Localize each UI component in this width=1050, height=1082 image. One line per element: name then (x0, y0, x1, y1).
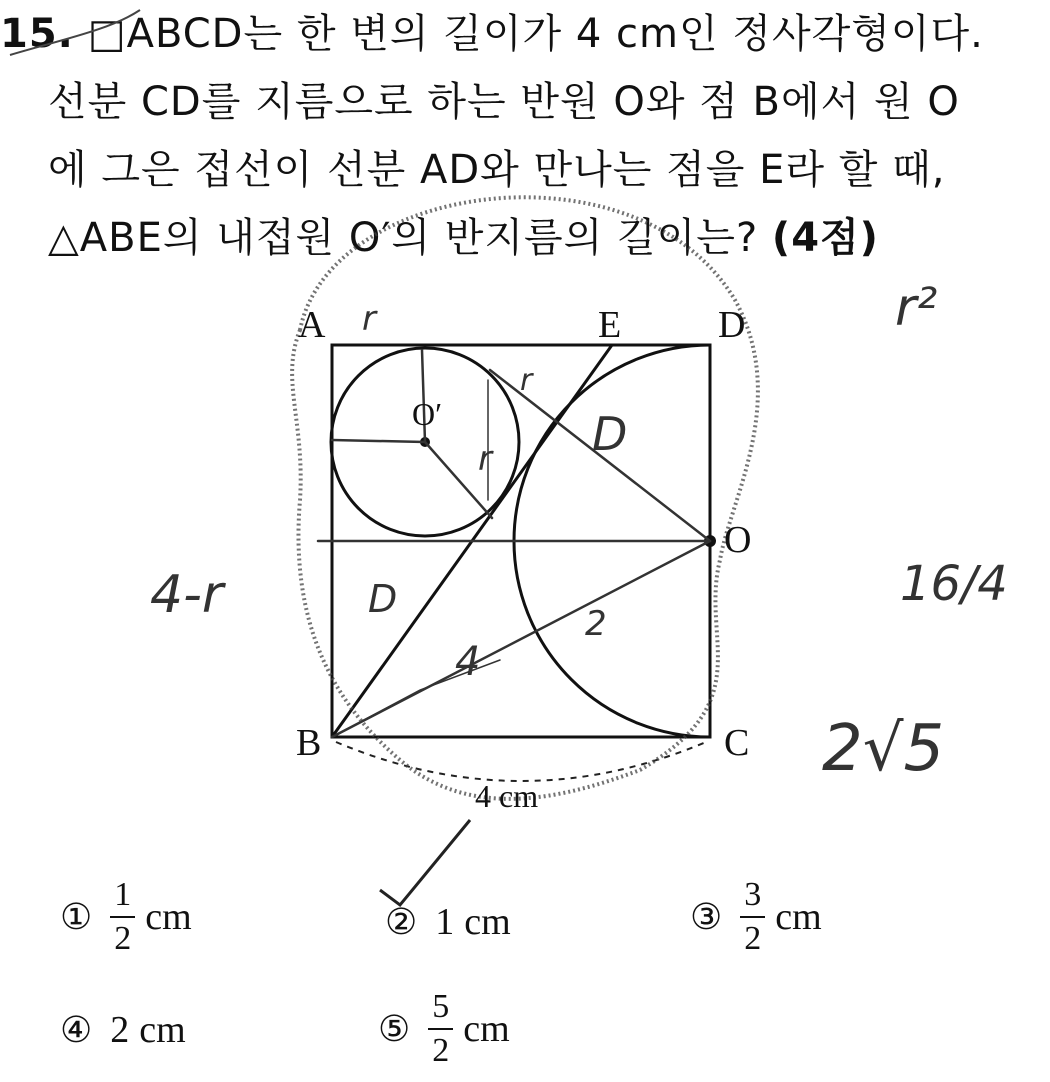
label-a: A (298, 304, 326, 346)
fraction-numerator: 3 (740, 878, 765, 918)
label-b: B (296, 722, 322, 764)
choice-mark-3: ③ (690, 896, 723, 938)
hand-four-minus-r: 4-r (150, 565, 224, 625)
choice-unit-1: cm (145, 896, 192, 938)
choice-fraction-5 (428, 990, 453, 1068)
choice-value-2: 1 (435, 901, 455, 943)
label-o: O (724, 519, 752, 561)
choice-4[interactable] (60, 1008, 186, 1052)
hand-margin-r2: r² (895, 278, 938, 338)
radius-to-left (332, 440, 425, 442)
label-side-length: 4 cm (475, 778, 539, 814)
problem-text-2: 선분 CD를 지름으로 하는 반원 O와 점 B에서 원 O (48, 79, 960, 125)
choice-mark-4: ④ (60, 1009, 93, 1051)
fraction-numerator: 1 (110, 878, 135, 918)
check-mark (380, 820, 470, 905)
choice-fraction-3 (740, 878, 765, 956)
choice-fraction-1 (110, 878, 135, 956)
pencil-scribble-loop (292, 197, 758, 799)
fraction-denominator: 2 (744, 920, 762, 957)
choice-unit-5: cm (463, 1008, 510, 1050)
label-o-prime: O′ (412, 396, 443, 432)
fraction-numerator: 5 (428, 990, 453, 1030)
hand-r-top: r (362, 299, 376, 339)
problem-text-3: 에 그은 접선이 선분 AD와 만나는 점을 E라 할 때, (48, 147, 946, 193)
hand-r-mid: r (478, 439, 492, 479)
choice-unit-3: cm (775, 896, 822, 938)
choice-unit-2: cm (464, 901, 511, 943)
label-e: E (598, 304, 622, 346)
line-bo (332, 541, 710, 737)
hand-d-right: D (592, 407, 628, 461)
hand-two: 2 (585, 604, 607, 644)
choice-2[interactable] (385, 900, 511, 944)
question-number: 15. (0, 11, 74, 57)
choice-mark-2: ② (385, 901, 418, 943)
choice-unit-4: cm (139, 1009, 186, 1051)
choice-5[interactable] (378, 990, 510, 1068)
problem-text-4: △ABE의 내접원 O′의 반지름의 길이는? (48, 215, 759, 261)
hand-four-diag: 4 (455, 639, 481, 685)
label-c: C (724, 722, 750, 764)
hand-margin-2root5: 2√5 (822, 712, 945, 786)
fraction-denominator: 2 (432, 1032, 450, 1069)
hand-r-chord: r (520, 363, 533, 398)
side-length-arc (336, 742, 706, 781)
label-d: D (718, 304, 746, 346)
choice-mark-5: ⑤ (378, 1008, 411, 1050)
fraction-denominator: 2 (114, 920, 132, 957)
points-label: (4점) (771, 215, 879, 261)
choice-mark-1: ① (60, 896, 93, 938)
hand-d-left: D (368, 577, 398, 621)
hand-margin-16-4: 16/4 (900, 556, 1008, 612)
choice-3[interactable] (690, 878, 822, 956)
choice-1[interactable] (60, 878, 192, 956)
choice-value-4: 2 (110, 1009, 130, 1051)
problem-text-1: □ABCD는 한 변의 길이가 4 cm인 정사각형이다. (87, 11, 984, 57)
pencil-corner-mark (10, 10, 140, 55)
